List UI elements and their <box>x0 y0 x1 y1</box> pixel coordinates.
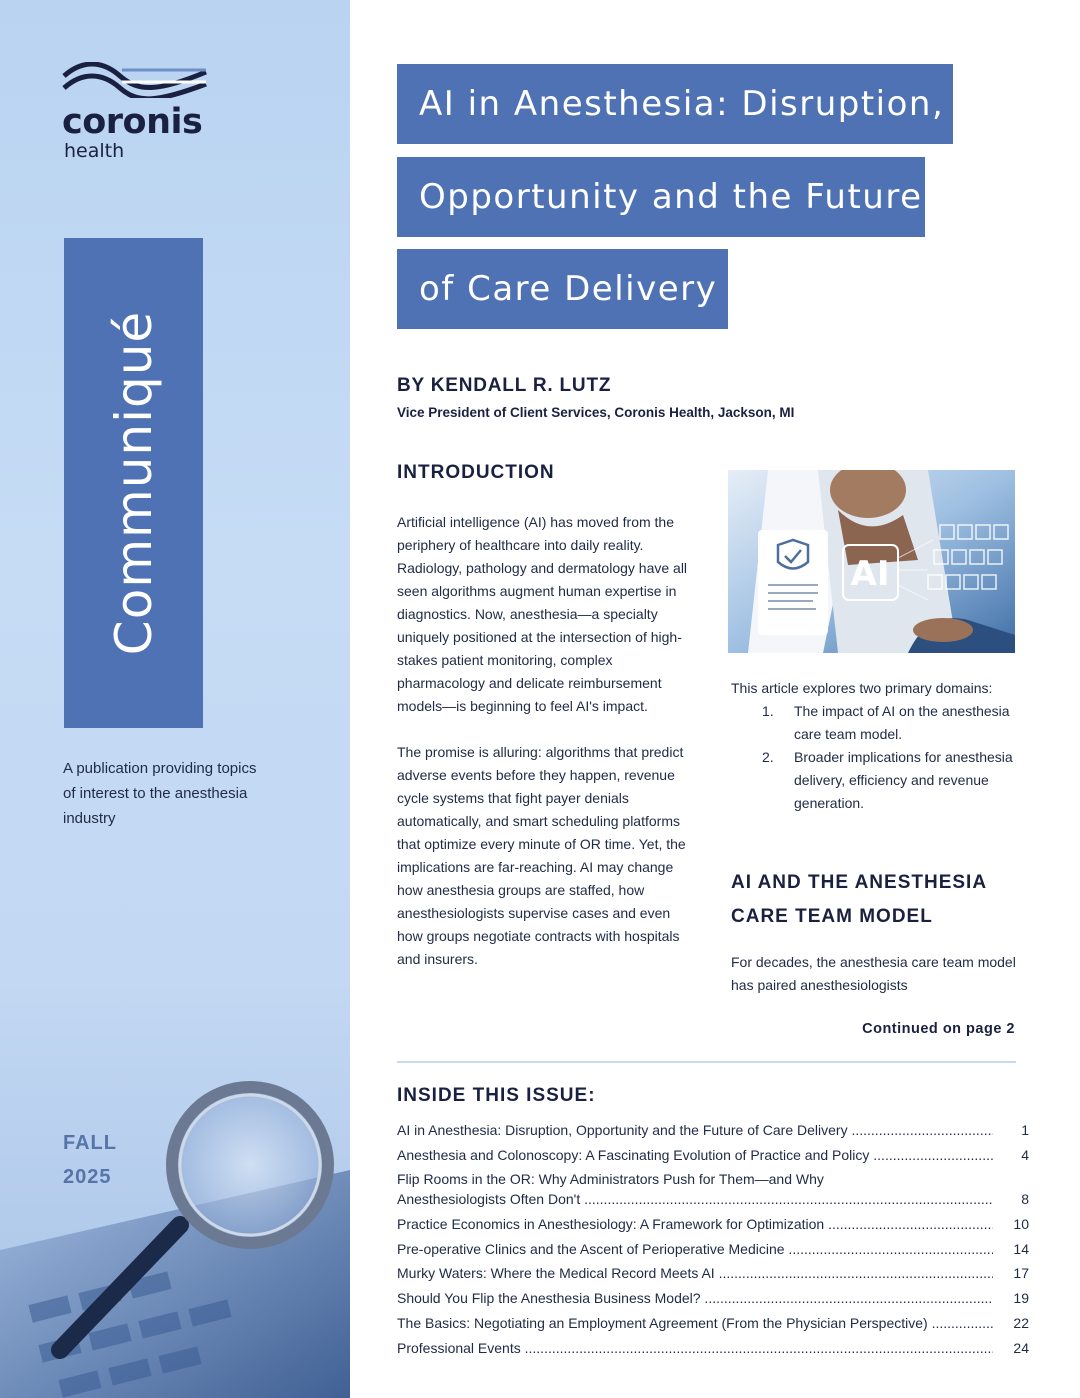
continued-link[interactable]: Continued on page 2 <box>862 1021 1015 1037</box>
list-number: 1. <box>762 703 774 719</box>
article-photo <box>728 470 1015 653</box>
toc-title: Pre-operative Clinics and the Ascent of Perioperative Medicine ..... <box>397 1239 993 1259</box>
toc-title: Anesthesia and Colonoscopy: A Fascinating Evolution of Practice and Policy ..... <box>397 1145 993 1165</box>
toc-item[interactable] <box>397 1313 1029 1333</box>
toc-item[interactable] <box>397 1263 1029 1283</box>
section-heading: AI AND THE ANESTHESIA CARE TEAM MODEL <box>731 872 987 927</box>
brand-logo <box>62 62 212 162</box>
toc-title-line-1: Flip Rooms in the OR: Why Administrators Push for Them—and Why <box>397 1171 824 1188</box>
sidebar <box>0 0 350 1398</box>
publication-description: A publication providing topics of interest to the anesthesia industry <box>63 760 257 827</box>
list-item <box>731 700 1021 746</box>
article-title-line-1: AI in Anesthesia: Disruption, <box>397 64 953 144</box>
toc-page: 1 <box>1021 1122 1029 1138</box>
season-label: FALL <box>63 1132 117 1154</box>
season-year: 2025 <box>63 1166 112 1188</box>
list-item <box>731 746 1021 815</box>
explores-text: This article explores two primary domains: <box>731 680 993 696</box>
toc-page: 19 <box>1013 1290 1029 1307</box>
table-of-contents <box>397 1120 1029 1362</box>
toc-title: AI in Anesthesia: Disruption, Opportunity and the Future of Care Delivery ..... <box>397 1120 993 1140</box>
toc-title: Practice Economics in Anesthesiology: A Framework for Optimization ..... <box>397 1214 993 1234</box>
toc-item[interactable] <box>397 1239 1029 1259</box>
ai-label: AI <box>850 554 890 594</box>
publication-banner <box>64 238 203 728</box>
intro-column <box>397 511 692 994</box>
toc-page: 17 <box>1013 1265 1029 1282</box>
inside-heading: INSIDE THIS ISSUE: <box>397 1085 596 1106</box>
brand-sub: health <box>64 140 125 162</box>
intro-paragraph-1: Artificial intelligence (AI) has moved from the periphery of healthcare into daily reality. Radiology, pathology and dermatology have all seen algorithms augment human expertise in diagnostics. Now, anesthesia—a specialty uniquely positioned at the intersection of high-stakes patient monitoring, complex pharmacology and delicate reimbursement models—is beginning to feel AI's impact. <box>397 514 688 714</box>
brand-name: coronis <box>62 102 203 142</box>
toc-title: Murky Waters: Where the Medical Record Meets AI ..... <box>397 1263 993 1283</box>
toc-title <box>397 1169 993 1209</box>
divider <box>397 1061 1016 1063</box>
toc-page: 10 <box>1013 1216 1029 1233</box>
toc-title: Should You Flip the Anesthesia Business Model? ..... <box>397 1288 993 1308</box>
magnifying-glass-icon <box>0 1050 350 1398</box>
toc-page: 4 <box>1021 1146 1029 1163</box>
toc-item[interactable] <box>397 1169 1029 1209</box>
toc-title-line-2: Anesthesiologists Often Don't ..... <box>397 1189 993 1209</box>
toc-item[interactable] <box>397 1120 1029 1140</box>
list-number: 2. <box>762 749 774 765</box>
toc-page: 22 <box>1013 1314 1029 1331</box>
domains-list <box>731 700 1021 815</box>
author-role: Vice President of Client Services, Coronis Health, Jackson, MI <box>397 405 795 420</box>
article-title-line-2: Opportunity and the Future <box>397 157 925 237</box>
toc-page: 24 <box>1013 1339 1029 1356</box>
toc-title: Professional Events ..... <box>397 1338 993 1358</box>
list-text: Broader implications for anesthesia delivery, efficiency and revenue generation. <box>794 749 1013 811</box>
publication-title: Communiqué <box>104 310 163 656</box>
toc-item[interactable] <box>397 1288 1029 1308</box>
author-byline: BY KENDALL R. LUTZ <box>397 375 612 396</box>
list-text: The impact of AI on the anesthesia care team model. <box>794 703 1010 742</box>
toc-page: 8 <box>1021 1191 1029 1208</box>
toc-page: 14 <box>1013 1240 1029 1257</box>
domains-column <box>731 677 1021 815</box>
article-title-line-3: of Care Delivery <box>397 249 728 329</box>
toc-title: The Basics: Negotiating an Employment Agreement (From the Physician Perspective) ..... <box>397 1313 993 1333</box>
toc-item[interactable] <box>397 1338 1029 1358</box>
wave-logo-icon <box>62 62 208 98</box>
section-paragraph: For decades, the anesthesia care team model has paired anesthesiologists <box>731 954 1016 993</box>
toc-item[interactable] <box>397 1214 1029 1234</box>
intro-heading: INTRODUCTION <box>397 462 555 483</box>
toc-item[interactable] <box>397 1145 1029 1165</box>
ai-doctor-illustration-icon <box>728 470 1015 653</box>
intro-paragraph-2: The promise is alluring: algorithms that predict adverse events before they happen, revenue cycle systems that fight payer denials automatically, and smart scheduling platforms that optimize every minute of OR time. Yet, the implications are far-reaching. AI may change how anesthesia groups are staffed, how anesthesiologists supervise cases and even how groups negotiate contracts with hospitals and insurers. <box>397 744 686 967</box>
